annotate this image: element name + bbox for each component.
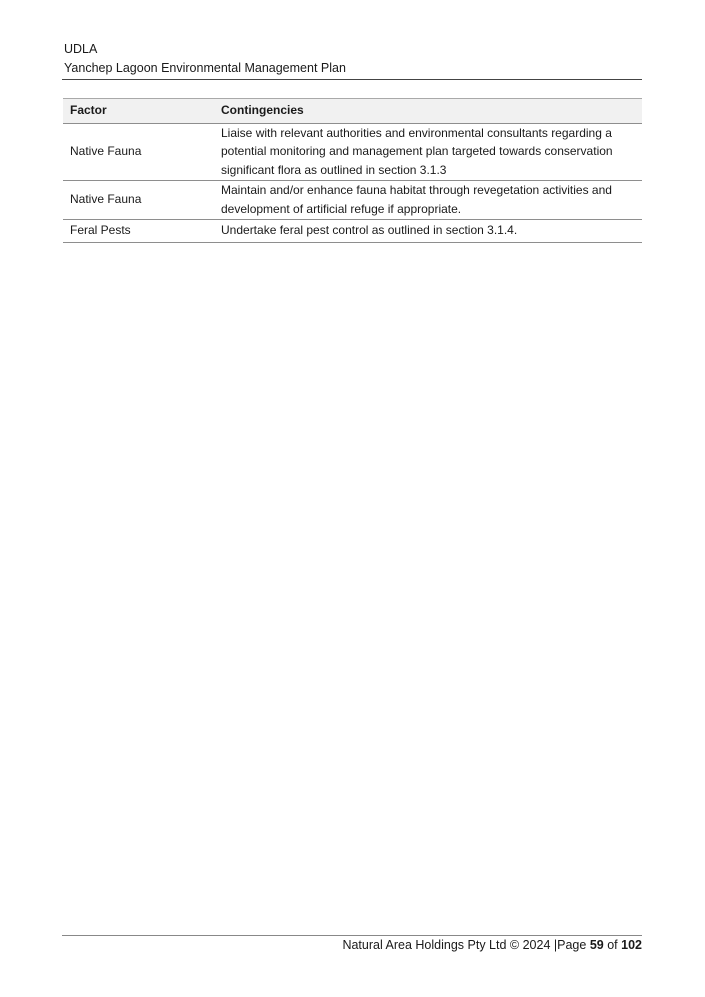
column-header-factor: Factor <box>63 99 214 124</box>
table-row <box>63 181 642 220</box>
factor-cell: Feral Pests <box>63 220 214 243</box>
header-divider <box>62 79 642 80</box>
header-document-title: Yanchep Lagoon Environmental Management Plan <box>64 61 346 75</box>
footer-separator: | <box>553 938 558 952</box>
footer-total-pages: 102 <box>621 938 642 952</box>
contingency-cell: Liaise with relevant authorities and environmental consultants regarding a potential monitoring and management plan targeted towards conservation significant flora as outlined in section 3.1.3 <box>214 123 642 181</box>
footer-of-label: of <box>607 938 618 952</box>
footer-page-number: 59 <box>589 938 604 952</box>
contingency-table <box>63 98 642 243</box>
table-row <box>63 123 642 181</box>
factor-cell: Native Fauna <box>63 123 214 181</box>
column-header-contingencies: Contingencies <box>214 99 642 124</box>
contingency-cell: Maintain and/or enhance fauna habitat through revegetation activities and development of artificial refuge if appropriate. <box>214 181 642 220</box>
page-header <box>64 40 642 78</box>
footer-page-label: Page <box>557 938 587 952</box>
table-header-row <box>63 99 642 124</box>
factor-cell: Native Fauna <box>63 181 214 220</box>
footer-copyright: Natural Area Holdings Pty Ltd © 2024 <box>342 938 551 952</box>
header-org: UDLA <box>64 42 98 56</box>
table-row <box>63 220 642 243</box>
page-footer <box>342 936 642 954</box>
contingency-cell: Undertake feral pest control as outlined in section 3.1.4. <box>214 220 642 243</box>
